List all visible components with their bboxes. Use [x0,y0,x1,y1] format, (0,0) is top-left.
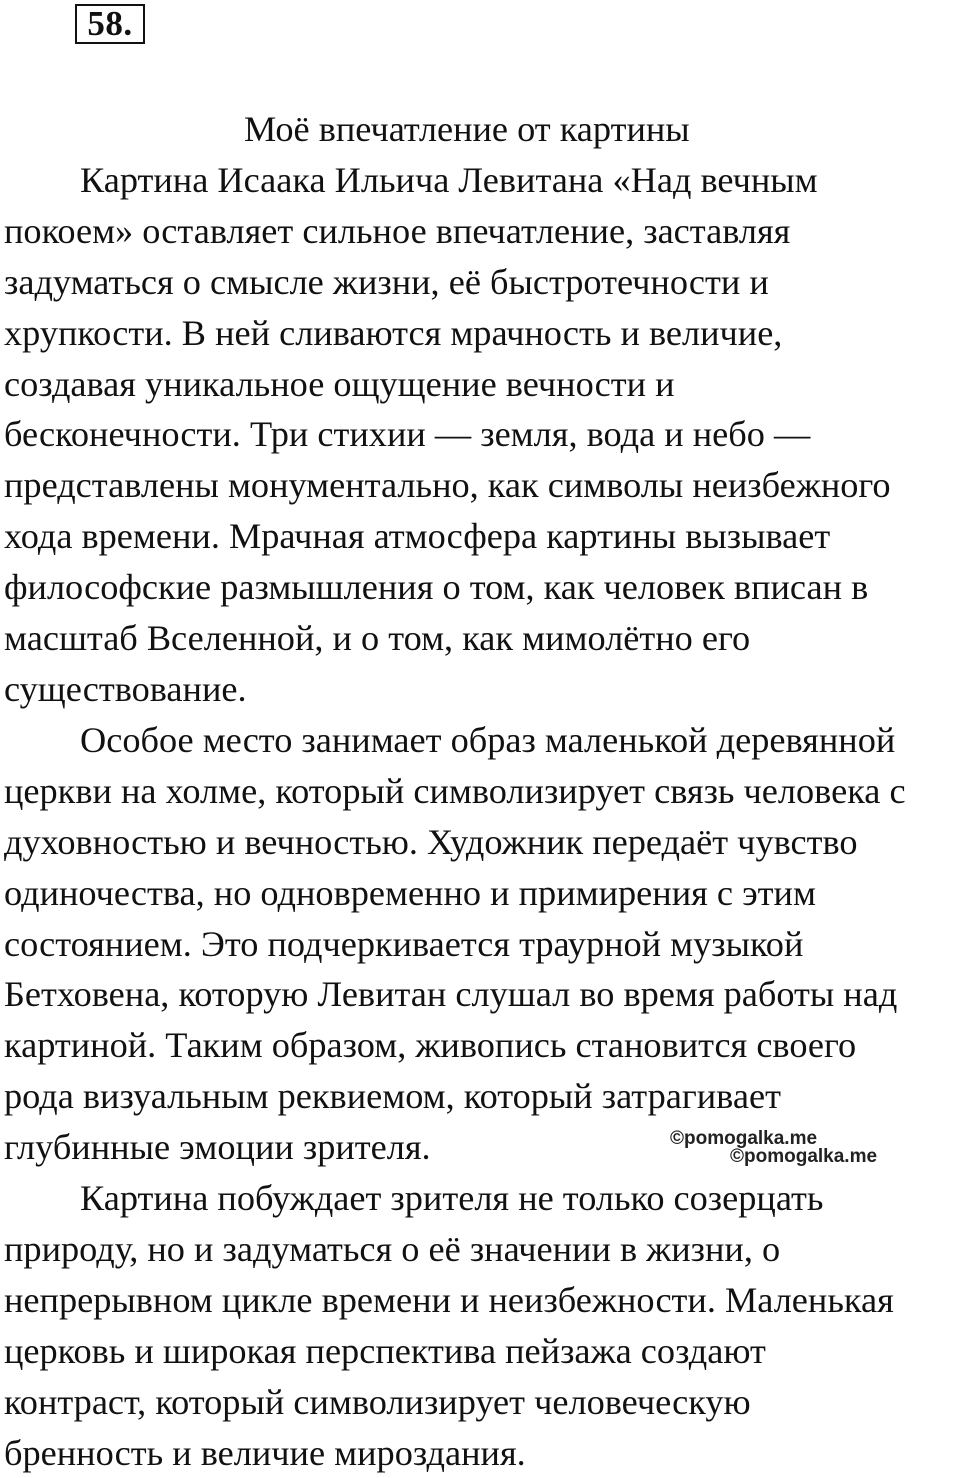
text-line: церковь и широкая перспектива пейзажа создают [4,1330,766,1371]
essay-title: Моё впечатление от картины [244,109,690,149]
text-line: бесконечности. Три стихии — земля, вода и небо — [4,414,811,455]
text-line: рода визуальным реквиемом, который затрагивает [4,1076,781,1117]
watermark: ©pomogalka.me [730,1146,878,1167]
task-number-box: 58. [75,4,145,44]
text-line: задуматься о смысле жизни, её быстротечности и [4,261,769,302]
text-line: покоем» оставляет сильное впечатление, заставляя [4,210,791,251]
essay-text [4,104,954,1478]
text-line: глубинные эмоции зрителя. [4,1127,431,1168]
text-line: состоянием. Это подчеркивается траурной музыкой [4,923,804,964]
paragraph-first-line: Особое место занимает образ маленькой деревянной [80,719,896,760]
text-line: церкви на холме, который символизирует связь человека с [4,770,906,811]
essay-body [4,155,954,1478]
text-line: представлены монументально, как символы неизбежного [4,465,891,506]
text-line: одиночества, но одновременно и примирения с этим [4,872,816,913]
text-line: духовностью и вечностью. Художник передаёт чувство [4,821,858,862]
text-line: масштаб Вселенной, и о том, как мимолётно его [4,618,751,659]
text-line: картиной. Таким образом, живопись становится своего [4,1025,857,1066]
text-line: существование. [4,668,247,709]
text-line: хода времени. Мрачная атмосфера картины вызывает [4,516,831,557]
text-line: создавая уникальное ощущение вечности и [4,363,675,404]
text-line: контраст, который символизирует человеческую [4,1381,751,1422]
paragraph-first-line: Картина побуждает зрителя не только созерцать [80,1178,824,1219]
text-line: Бетховена, которую Левитан слушал во время работы над [4,974,898,1015]
text-line: природу, но и задуматься о её значении в жизни, о [4,1228,781,1269]
paragraph-first-line: Картина Исаака Ильича Левитана «Над вечным [80,159,818,200]
text-line: философские размышления о том, как человек вписан в [4,567,869,608]
text-line: непрерывном цикле времени и неизбежности. Маленькая [4,1279,894,1320]
watermark: ©pomogalka.me [670,1128,818,1149]
text-line: хрупкости. В ней сливаются мрачность и величие, [4,312,783,353]
text-line: бренность и величие мироздания. [4,1432,526,1473]
